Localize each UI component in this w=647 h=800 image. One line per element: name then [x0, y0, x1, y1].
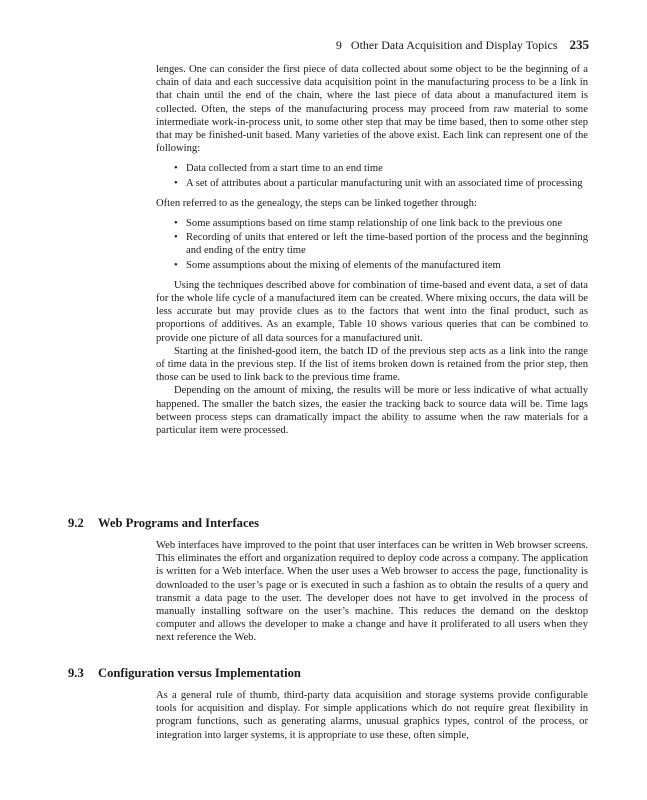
- intro-text-block: [156, 63, 588, 437]
- paragraph: As a general rule of thumb, third-party data acquisition and storage systems provide configurable tools for acquisition and display. For simple applications which do not require great flexibility in program functions, such as generating alarms, unusual graphics types, control of the process, or integration into larger systems, it is appropriate to use these, often simple,: [156, 690, 588, 741]
- section-heading-9-3: [68, 666, 301, 681]
- list-item: [174, 177, 588, 190]
- bullet-icon: •: [174, 259, 178, 271]
- paragraph: Web interfaces have improved to the point that user interfaces can be written in Web browser screens. This eliminates the effort and organization required to deploy code across a company. The application is written for a Web interface. When the user uses a Web browser to access the page, functionality is downloaded to the user’s page or is executed in such a fashion as to obtain the results of a query and transmit a data page to the user. The developer does not have to get involved in the process of manually installing software on the user’s machine. This reduces the demand on the desktop computer and allows the developer to make a change and have it proliferated to all users when they next reference the Web.: [156, 540, 588, 644]
- list-item-text: A set of attributes about a particular manufacturing unit with an associated time of processing: [186, 177, 583, 189]
- section-number: 9.3: [68, 666, 84, 680]
- list-item-text: Data collected from a start time to an end time: [186, 163, 383, 175]
- list-item: [174, 259, 588, 272]
- paragraph: Often referred to as the genealogy, the steps can be linked together through:: [156, 197, 477, 209]
- page-number: 235: [569, 37, 589, 52]
- list-item-text: Some assumptions based on time stamp relationship of one link back to the previous one: [186, 218, 563, 230]
- section-title: Configuration versus Implementation: [98, 666, 301, 680]
- list-item: [174, 231, 588, 257]
- bullet-list-genealogy: [156, 217, 588, 272]
- running-header: [336, 37, 589, 53]
- section-heading-9-2: [68, 516, 259, 531]
- bullet-icon: •: [174, 232, 178, 244]
- section-9-2-body: [156, 539, 588, 645]
- list-item-text: Some assumptions about the mixing of elements of the manufactured item: [186, 259, 501, 271]
- bullet-icon: •: [174, 177, 178, 189]
- list-item: [174, 217, 588, 230]
- section-9-3-body: [156, 689, 588, 742]
- paragraph: Starting at the finished-good item, the batch ID of the previous step acts as a link into the range of time data in the previous step. If the list of items broken down is retained from the prior step, then those can be used to link back to the previous time frame.: [156, 345, 588, 384]
- list-item: [174, 162, 588, 175]
- chapter-title: 9 Other Data Acquisition and Display Topics: [335, 38, 558, 52]
- section-number: 9.2: [68, 516, 84, 530]
- paragraph: lenges. One can consider the first piece of data collected about some object to be the beginning of a chain of data and each successive data acquisition point in the manufacturing process to be a link in that chain until the end of the chain, where the last piece of data about a manufactured item is collected. Often, the steps of the manufacturing process may proceed from raw material to some intermediate work-in-process unit, to some other step that may be time based, then to some other step that may be finished-unit based. Many varieties of the above exist. Each link can represent one of the following:: [156, 64, 588, 155]
- list-item-text: Recording of units that entered or left the time-based portion of the process and the beginning and ending of the entry time: [186, 232, 588, 257]
- bullet-icon: •: [174, 218, 178, 230]
- section-title: Web Programs and Interfaces: [98, 516, 260, 530]
- bullet-list-links: [156, 162, 588, 189]
- paragraph: Using the techniques described above for combination of time-based and event data, a set of data for the whole life cycle of a manufactured item can be created. Where mixing occurs, the data will be less accurate but may provide clues as to the factors that went into the final product, such as proportions of additives. As an example, Table 10 shows various queries that can be combined to provide one picture of all data sources for a manufactured unit.: [156, 279, 588, 344]
- paragraph: Depending on the amount of mixing, the results will be more or less indicative of what actually happened. The smaller the batch sizes, the easier the tracking back to source data will be. Time lags between process steps can dramatically impact the ability to assume when the raw materials for a particular item were processed.: [156, 385, 588, 437]
- bullet-icon: •: [174, 163, 178, 175]
